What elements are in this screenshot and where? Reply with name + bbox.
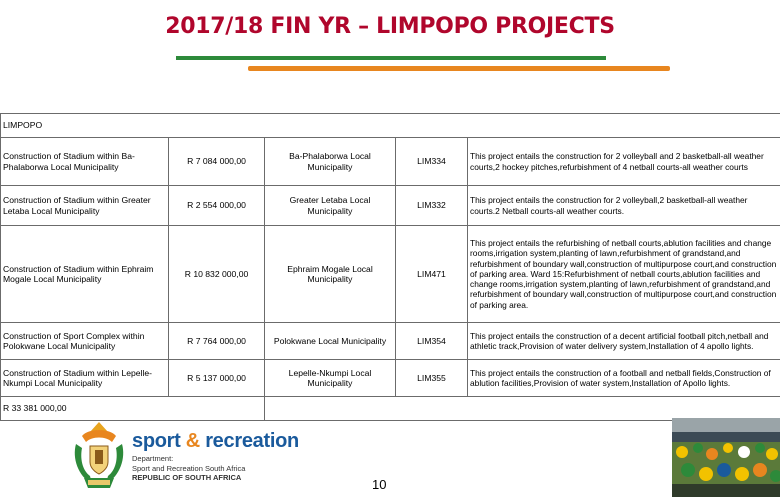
title-rule-green	[176, 56, 606, 60]
project-municipality: Ephraim Mogale Local Municipality	[265, 226, 396, 323]
table-row	[1, 186, 780, 226]
project-amount: R 2 554 000,00	[169, 186, 265, 226]
project-code: LIM354	[396, 323, 468, 360]
project-name: Construction of Sport Complex within Polokwane Local Municipality	[1, 323, 169, 360]
title-rule-orange	[248, 66, 670, 71]
page-number: 10	[372, 477, 387, 492]
project-description: This project entails the construction for 2 volleyball and 2 basketball-all weather courts,2 hockey pitches,refurbishment of 4 netball courts-all weather courts	[468, 138, 780, 186]
project-amount: R 5 137 000,00	[169, 360, 265, 397]
total-amount: R 33 381 000,00	[1, 397, 265, 421]
project-description: This project entails the construction for 2 volleyball,2 basketball-all weather courts.2 Netball courts-all weather courts.	[468, 186, 780, 226]
project-description: This project entails the construction of a football and netball fields,Construction of ablution facilities,Provision of water system,Installation of Apollo lights.	[468, 360, 780, 397]
country-label: REPUBLIC OF SOUTH AFRICA	[132, 472, 242, 482]
projects-table	[0, 113, 780, 421]
brand-ampersand: &	[185, 430, 200, 452]
project-code: LIM355	[396, 360, 468, 397]
table-row	[1, 226, 780, 323]
project-municipality: Polokwane Local Municipality	[265, 323, 396, 360]
project-description: This project entails the construction of a decent artificial football pitch,netball and athletic track,Provision of water delivery system,Installation of 4 apollo lights.	[468, 323, 780, 360]
project-municipality: Ba-Phalaborwa Local Municipality	[265, 138, 396, 186]
total-row	[1, 397, 780, 421]
project-name: Construction of Stadium within Greater Letaba Local Municipality	[1, 186, 169, 226]
project-name: Construction of Stadium within Ephraim Mogale Local Municipality	[1, 226, 169, 323]
project-name: Construction of Stadium within Lepelle-Nkumpi Local Municipality	[1, 360, 169, 397]
department-line-2: Sport and Recreation South Africa	[132, 463, 246, 473]
brand-recreation-word: recreation	[205, 430, 299, 452]
table-row	[1, 360, 780, 397]
region-row	[1, 114, 780, 138]
project-code: LIM334	[396, 138, 468, 186]
project-municipality: Greater Letaba Local Municipality	[265, 186, 396, 226]
project-amount: R 7 764 000,00	[169, 323, 265, 360]
project-name: Construction of Stadium within Ba-Phalaborwa Local Municipality	[1, 138, 169, 186]
project-description: This project entails the refurbishing of netball courts,ablution facilities and change rooms,irrigation system,planting of lawn,refurbishment of grandstand,and refurbishment of boundary wall,construction of multipurpose court,and construction of parking area. Ward 15:Refurbishment of netball courts,ablution facilities and change rooms,irrigation system,planting of lawn,refurbishment of grandstand,and refurbishment of boundary wall,construction of multipurpose court,and construction of parking area.	[468, 226, 780, 323]
brand-block	[132, 430, 299, 482]
project-amount: R 10 832 000,00	[169, 226, 265, 323]
project-municipality: Lepelle-Nkumpi Local Municipality	[265, 360, 396, 397]
brand-sport-word: sport	[132, 430, 181, 452]
table-row	[1, 323, 780, 360]
total-row-blank	[265, 397, 780, 421]
stadium-crowd-image	[672, 418, 780, 497]
coat-of-arms-logo	[68, 418, 130, 492]
table-row	[1, 138, 780, 186]
project-amount: R 7 084 000,00	[169, 138, 265, 186]
department-line-1: Department:	[132, 454, 174, 463]
project-code: LIM471	[396, 226, 468, 323]
brand-name	[132, 430, 299, 453]
slide-title: 2017/18 FIN YR – LIMPOPO PROJECTS	[165, 14, 615, 39]
project-code: LIM332	[396, 186, 468, 226]
region-label: LIMPOPO	[1, 114, 780, 138]
